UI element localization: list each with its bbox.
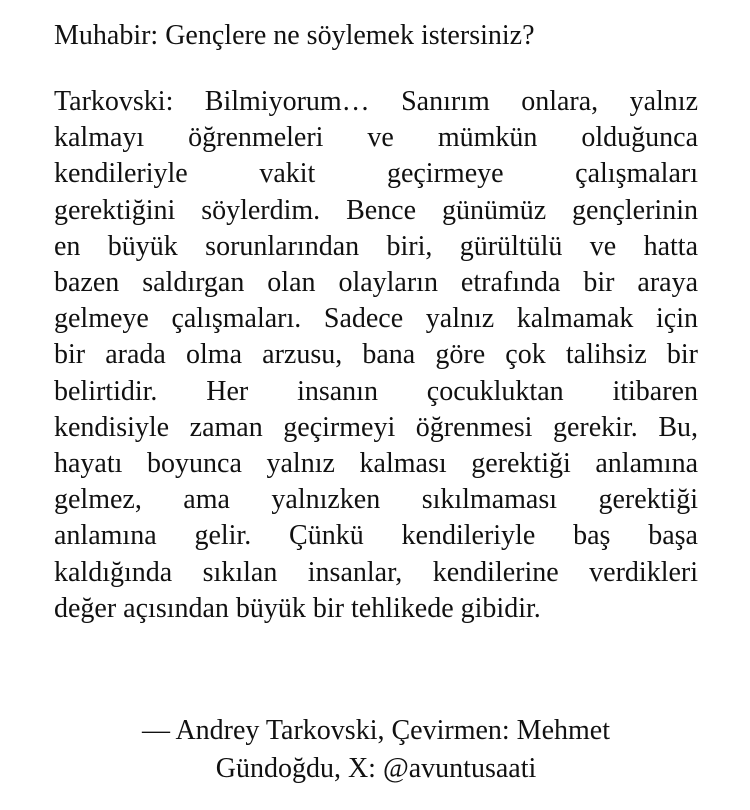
answer-line-last: değer açısından büyük bir tehlikede gibidir. (54, 592, 541, 624)
answer-line: anlamına gelir. Çünkü kendileriyle baş başa (54, 520, 698, 552)
answer-line: belirtidir. Her insanın çocukluktan itibaren (54, 375, 698, 407)
attribution-line: — Andrey Tarkovski, Çevirmen: Mehmet (141, 715, 610, 746)
attribution-line: Gündoğdu, X: @avuntusaati (215, 753, 537, 784)
answer-line: gelmez, ama yalnızken sıkılmaması gerektiği (54, 484, 698, 516)
answer-line: bir arada olma arzusu, bana göre çok talihsiz bir (54, 339, 698, 371)
answer-line: kendisiyle zaman geçirmeyi öğrenmesi gerekir. Bu, (54, 411, 698, 443)
answer-line: Tarkovski: Bilmiyorum… Sanırım onlara, yalnız (54, 86, 698, 117)
tarkovski-answer (54, 84, 698, 627)
answer-line: kendileriyle vakit geçirmeye çalışmaları (54, 158, 698, 190)
answer-line: kalmayı öğrenmeleri ve mümkün olduğunca (54, 122, 698, 154)
answer-line: hayatı boyunca yalnız kalması gerektiği anlamına (54, 448, 698, 480)
answer-line: gelmeye çalışmaları. Sadece yalnız kalmamak için (54, 303, 698, 335)
answer-line: en büyük sorunlarından biri, gürültülü ve hatta (54, 230, 698, 262)
answer-line: kaldığında sıkılan insanlar, kendilerine verdikleri (54, 556, 698, 588)
answer-line: gerektiğini söylerdim. Bence günümüz gençlerinin (54, 194, 698, 226)
answer-line: bazen saldırgan olan olayların etrafında bir araya (54, 267, 698, 299)
interviewer-question: Muhabir: Gençlere ne söylemek istersiniz? (54, 20, 535, 51)
quote-attribution (54, 712, 698, 788)
document-body (54, 18, 698, 627)
